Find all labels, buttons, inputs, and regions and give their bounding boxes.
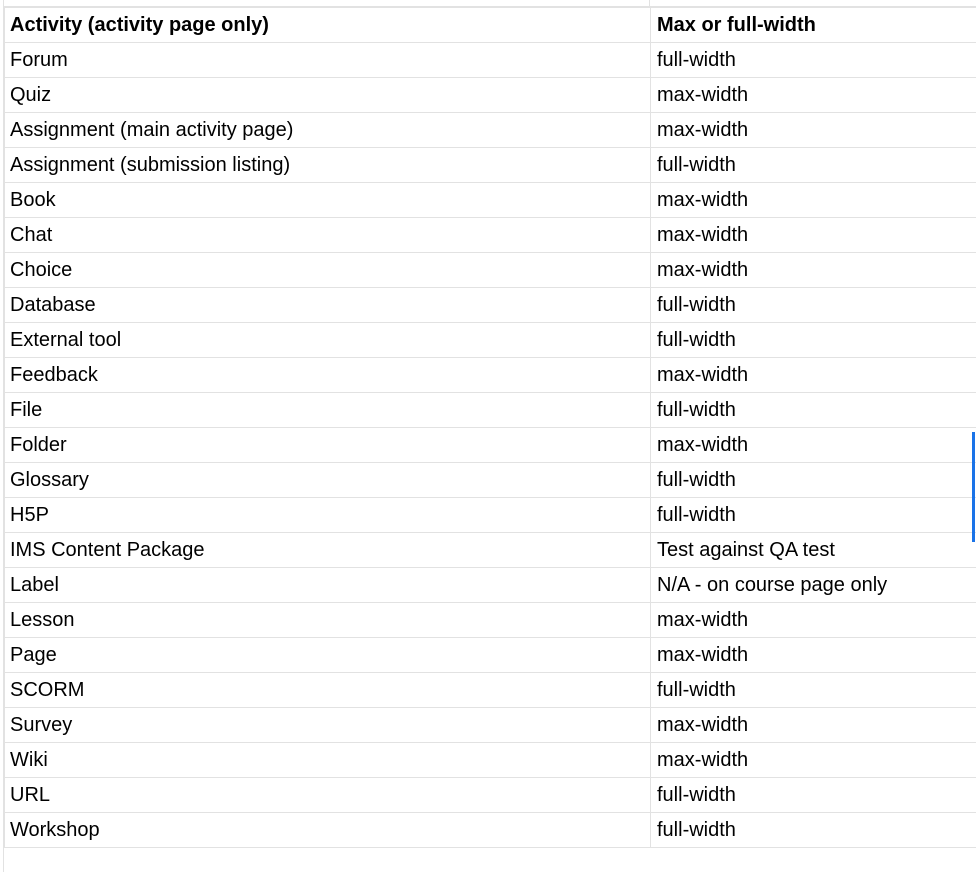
cell-width[interactable]: full-width: [651, 813, 976, 848]
table-row: [5, 533, 976, 568]
cell-width[interactable]: max-width: [651, 743, 976, 778]
table-row: [5, 393, 976, 428]
table-row: [5, 568, 976, 603]
cell-width[interactable]: max-width: [651, 638, 976, 673]
cell-activity[interactable]: Feedback: [5, 358, 651, 393]
table-row: [5, 218, 976, 253]
table-row: [5, 813, 976, 848]
cell-width[interactable]: max-width: [651, 78, 976, 113]
cell-width[interactable]: full-width: [651, 43, 976, 78]
cell-width[interactable]: max-width: [651, 183, 976, 218]
table-row: [5, 288, 976, 323]
cell-width[interactable]: full-width: [651, 673, 976, 708]
table-row: [5, 603, 976, 638]
table-row: [5, 323, 976, 358]
table-row: [5, 778, 976, 813]
table-row: [5, 43, 976, 78]
cell-activity[interactable]: Page: [5, 638, 651, 673]
table-row: [5, 638, 976, 673]
table-row: [5, 673, 976, 708]
cell-activity[interactable]: Lesson: [5, 603, 651, 638]
cell-width[interactable]: full-width: [651, 778, 976, 813]
cell-width[interactable]: full-width: [651, 148, 976, 183]
cell-width[interactable]: max-width: [651, 708, 976, 743]
header-cell-width[interactable]: Max or full-width: [651, 8, 976, 43]
header-cell-activity[interactable]: Activity (activity page only): [5, 8, 651, 43]
table-body: [5, 8, 976, 848]
table-row: [5, 78, 976, 113]
table-row: [5, 148, 976, 183]
cell-width[interactable]: full-width: [651, 393, 976, 428]
cell-activity[interactable]: External tool: [5, 323, 651, 358]
cell-activity[interactable]: Assignment (submission listing): [5, 148, 651, 183]
cell-activity[interactable]: Survey: [5, 708, 651, 743]
cell-width[interactable]: max-width: [651, 113, 976, 148]
cell-activity[interactable]: Label: [5, 568, 651, 603]
cell-activity[interactable]: Assignment (main activity page): [5, 113, 651, 148]
column-separator: [649, 0, 650, 7]
table-row: [5, 708, 976, 743]
header-row: [5, 8, 976, 43]
table-row: [5, 463, 976, 498]
cell-width[interactable]: full-width: [651, 498, 976, 533]
cell-activity[interactable]: Wiki: [5, 743, 651, 778]
cell-width[interactable]: max-width: [651, 253, 976, 288]
cell-activity[interactable]: IMS Content Package: [5, 533, 651, 568]
table-row: [5, 113, 976, 148]
cell-activity[interactable]: URL: [5, 778, 651, 813]
table-row: [5, 743, 976, 778]
cell-activity[interactable]: Chat: [5, 218, 651, 253]
table-row: [5, 428, 976, 463]
cell-width[interactable]: N/A - on course page only: [651, 568, 976, 603]
cell-width[interactable]: Test against QA test: [651, 533, 976, 568]
cell-width[interactable]: full-width: [651, 288, 976, 323]
cell-activity[interactable]: Forum: [5, 43, 651, 78]
table-row: [5, 253, 976, 288]
cell-width[interactable]: max-width: [651, 603, 976, 638]
cell-activity[interactable]: Glossary: [5, 463, 651, 498]
cell-activity[interactable]: Workshop: [5, 813, 651, 848]
cell-width[interactable]: max-width: [651, 428, 976, 463]
cell-activity[interactable]: SCORM: [5, 673, 651, 708]
cell-width[interactable]: full-width: [651, 463, 976, 498]
selection-border-marker: [972, 432, 975, 542]
table-row: [5, 358, 976, 393]
previous-row-edge: [4, 0, 976, 7]
cell-activity[interactable]: H5P: [5, 498, 651, 533]
cell-activity[interactable]: Quiz: [5, 78, 651, 113]
cell-width[interactable]: max-width: [651, 218, 976, 253]
cell-activity[interactable]: Book: [5, 183, 651, 218]
cell-width[interactable]: full-width: [651, 323, 976, 358]
table-row: [5, 183, 976, 218]
activity-width-table: [4, 7, 976, 848]
cell-activity[interactable]: File: [5, 393, 651, 428]
cell-activity[interactable]: Folder: [5, 428, 651, 463]
cell-activity[interactable]: Choice: [5, 253, 651, 288]
cell-activity[interactable]: Database: [5, 288, 651, 323]
cell-width[interactable]: max-width: [651, 358, 976, 393]
table-row: [5, 498, 976, 533]
